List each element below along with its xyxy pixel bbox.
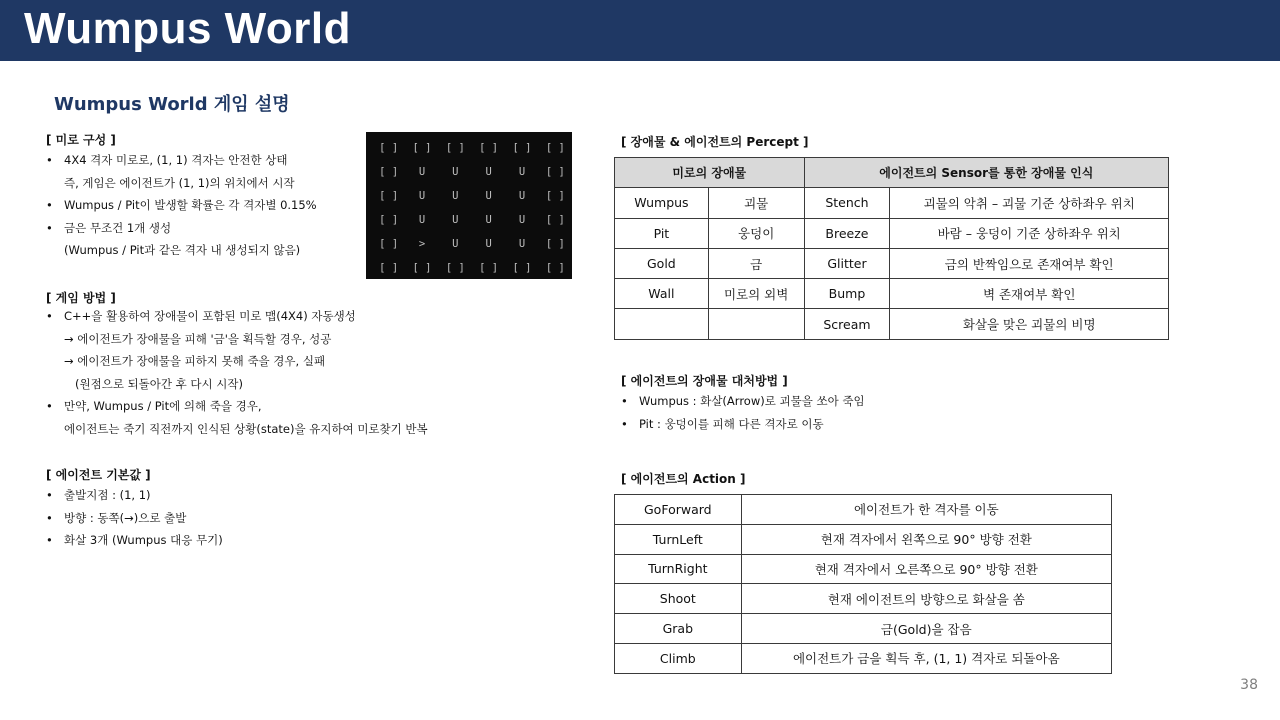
console-cell: [ ] [545,238,565,250]
table-cell: 웅덩이 [708,218,804,248]
console-cell: [ ] [412,142,432,154]
console-cell: [ ] [512,142,532,154]
table-cell: 현재 격자에서 왼쪽으로 90° 방향 전환 [741,524,1111,554]
table-cell: Wall [615,279,709,309]
console-cell: U [452,166,459,178]
table-cell: 화살을 맞은 괴물의 비명 [890,309,1169,339]
list-item: • C++을 활용하여 장애물이 포함된 미로 맵(4X4) 자동생성 [46,305,428,328]
list-item: • 방향 : 동쪽(→)으로 출발 [46,507,223,530]
table-cell: 현재 에이전트의 방향으로 화살을 쏨 [741,584,1111,614]
console-cell: [ ] [412,262,432,274]
console-cell: [ ] [479,262,499,274]
console-cell: [ ] [379,238,399,250]
console-cell: [ ] [512,262,532,274]
howto-list [46,305,428,440]
table-cell: 벽 존재여부 확인 [890,279,1169,309]
maze-list [46,149,317,262]
list-item: • Wumpus / Pit이 발생할 확률은 각 격자별 0.15% [46,194,317,217]
table-row [615,248,1169,278]
table-cell: Stench [804,188,890,218]
console-row [372,136,572,160]
agent-defaults-list [46,484,223,552]
list-item: 에이전트는 죽기 직전까지 인식된 상황(state)을 유지하여 미로찾기 반복 [64,421,428,436]
table-cell: Shoot [615,584,742,614]
console-cell: U [518,166,526,178]
table-cell: 괴물 [708,188,804,218]
table-cell: 금 [708,248,804,278]
console-cell: [ ] [379,262,399,274]
slide-title: Wumpus World [24,4,352,53]
console-cell: U [418,190,426,202]
list-item: (Wumpus / Pit과 같은 격자 내 생성되지 않음) [64,243,301,257]
console-cell: U [418,166,426,178]
console-cell: [ ] [545,262,565,274]
console-cell: [ ] [545,166,565,178]
percept-header-row [615,158,1169,188]
table-row [615,218,1169,248]
agent-defaults-heading: [ 에이전트 기본값 ] [46,468,151,482]
section-title: Wumpus World 게임 설명 [54,94,290,115]
table-cell: Gold [615,248,709,278]
console-cell: U [485,190,492,202]
console-cell: U [485,214,492,226]
table-cell [708,309,804,339]
console-row [372,160,572,184]
table-row [615,584,1112,614]
table-row [615,614,1112,644]
response-heading: [ 에이전트의 장애물 대처방법 ] [621,374,788,388]
table-cell: 금의 반짝임으로 존재여부 확인 [890,248,1169,278]
table-cell: 에이전트가 금을 획득 후, (1, 1) 격자로 되돌아옴 [741,643,1111,673]
table-cell: Wumpus [615,188,709,218]
console-cell: U [518,238,526,250]
console-cell: [ ] [445,262,465,274]
action-table [614,494,1112,674]
obstacle-column-header: 미로의 장애물 [615,158,805,188]
table-cell: 현재 격자에서 오른쪽으로 90° 방향 전환 [741,554,1111,584]
table-cell [615,309,709,339]
console-cell: U [518,190,526,202]
console-cell: U [485,238,492,250]
title-bar [0,0,1280,61]
table-cell: Scream [804,309,890,339]
list-item: 즉, 게임은 에이전트가 (1, 1)의 위치에서 시작 [64,175,295,190]
list-item: • 화살 3개 (Wumpus 대응 무기) [46,529,223,552]
percept-heading: [ 장애물 & 에이전트의 Percept ] [621,135,809,149]
table-row [615,524,1112,554]
table-cell: Glitter [804,248,890,278]
console-row [372,184,572,208]
response-list [621,390,865,435]
console-cell: U [418,214,426,226]
list-item: • 금은 무조건 1개 생성 [46,217,317,240]
table-row [615,495,1112,525]
console-cell: [ ] [545,214,565,226]
console-cell: U [452,238,459,250]
console-cell: [ ] [479,142,499,154]
list-item: • Pit : 웅덩이를 피해 다른 격자로 이동 [621,413,865,436]
console-row [372,208,572,232]
console-cell: U [452,214,459,226]
table-row [615,554,1112,584]
table-row [615,309,1169,339]
console-row [372,256,572,280]
table-cell: 에이전트가 한 격자를 이동 [741,495,1111,525]
table-cell: TurnRight [615,554,742,584]
percept-table [614,157,1169,340]
list-item: • 만약, Wumpus / Pit에 의해 죽을 경우, [46,395,428,418]
table-row [615,643,1112,673]
page-number: 38 [1240,677,1258,693]
console-cell: > [418,238,426,250]
console-row [372,232,572,256]
howto-heading: [ 게임 방법 ] [46,291,116,305]
table-cell: GoForward [615,495,742,525]
table-row [615,188,1169,218]
list-item: • Wumpus : 화살(Arrow)로 괴물을 쏘아 죽임 [621,390,865,413]
table-cell: TurnLeft [615,524,742,554]
table-cell: 바람 – 웅덩이 기준 상하좌우 위치 [890,218,1169,248]
table-cell: Breeze [804,218,890,248]
sensor-column-header: 에이전트의 Sensor를 통한 장애물 인식 [804,158,1168,188]
table-row [615,279,1169,309]
console-cell: [ ] [379,214,399,226]
list-item: (원점으로 되돌아간 후 다시 시작) [75,376,244,391]
list-item: • 출발지점 : (1, 1) [46,484,223,507]
list-item: • 4X4 격자 미로로, (1, 1) 격자는 안전한 상태 [46,149,317,172]
console-cell: U [518,214,526,226]
list-item: → 에이전트가 장애물을 피해 '금'을 획득할 경우, 성공 [64,331,332,346]
console-cell: [ ] [379,190,399,202]
table-cell: 괴물의 악취 – 괴물 기준 상하좌우 위치 [890,188,1169,218]
console-cell: [ ] [379,142,399,154]
table-cell: Bump [804,279,890,309]
console-cell: [ ] [545,142,565,154]
table-cell: 미로의 외벽 [708,279,804,309]
console-cell: [ ] [379,166,399,178]
table-cell: 금(Gold)을 잡음 [741,614,1111,644]
action-heading: [ 에이전트의 Action ] [621,472,746,486]
table-cell: Grab [615,614,742,644]
console-cell: [ ] [445,142,465,154]
console-cell: U [485,166,492,178]
table-cell: Climb [615,643,742,673]
console-cell: U [452,190,459,202]
list-item: → 에이전트가 장애물을 피하지 못해 죽을 경우, 실패 [64,354,326,368]
console-cell: [ ] [545,190,565,202]
maze-heading: [ 미로 구성 ] [46,133,116,147]
table-cell: Pit [615,218,709,248]
maze-console-output [366,132,572,279]
